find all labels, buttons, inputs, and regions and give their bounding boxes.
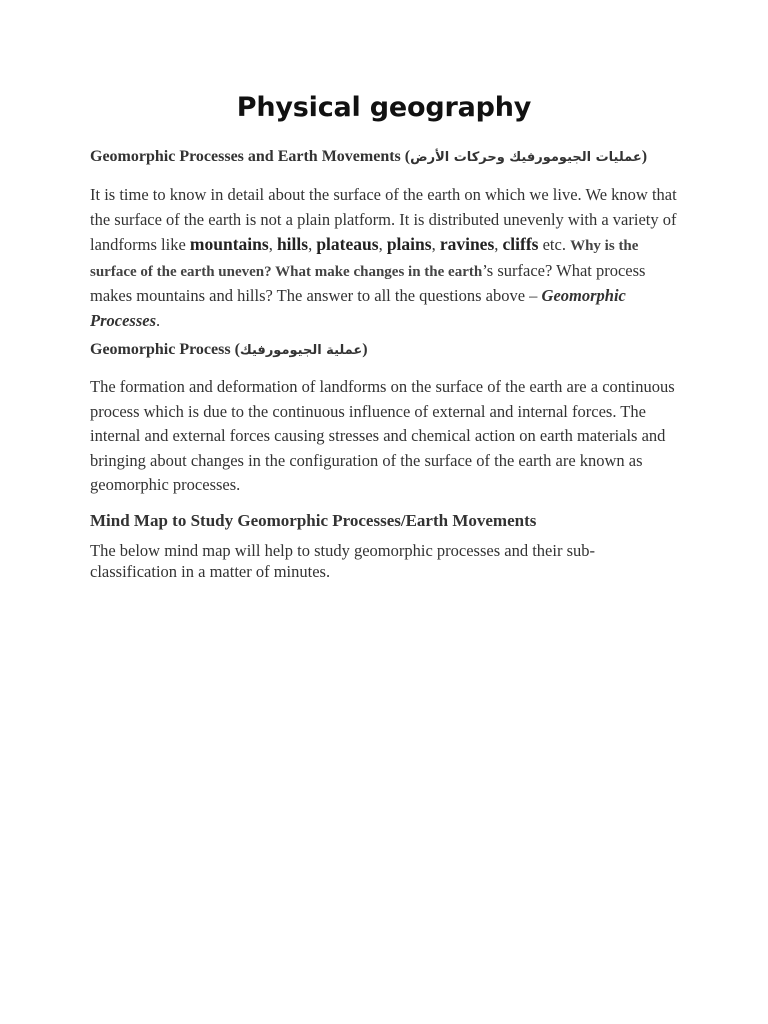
intro-text-4: . [155, 310, 161, 330]
term-hills: hills [276, 234, 309, 254]
section-heading-mind-map: Mind Map to Study Geomorphic Processes/Earth Movements [90, 511, 537, 530]
term-mountains: mountains [189, 234, 269, 254]
intro-text-2: etc. [538, 235, 571, 254]
term-plains: plains [386, 234, 432, 254]
heading-text-en: Geomorphic Processes and Earth Movements [90, 148, 401, 165]
intro-paragraph: It is time to know in detail about the surface of the earth on which we live. We know that the surface of the earth is not a plain platform. It is distributed unevenly with a variety of landforms like mountains, hills, plateaus, plains, ravines, cliffs etc. Why is the surface of the earth uneven? What make changes in the earth’s surface? What process makes mountains and hills? The answer to all the questions above – Geomorphic Processes. [90, 185, 677, 330]
section-heading-geomorphic-process: Geomorphic Process (عملية الجيومورفيك) [90, 341, 368, 358]
process-paragraph: The formation and deformation of landforms on the surface of the earth are a continuous process which is due to the continuous influence of external and internal forces. The internal and external forces causing stresses and chemical action on earth materials and bringing about changes in the configuration of the surface of the earth are known as geomorphic processes. [90, 377, 675, 494]
heading-text-en: Geomorphic Process [90, 341, 231, 358]
term-plateaus: plateaus [316, 234, 379, 254]
mind-map-paragraph: The below mind map will help to study geomorphic processes and their sub-classification in a matter of minutes. [90, 541, 595, 581]
heading-text-ar: عمليات الجيومورفيك وحركات الأرض [410, 150, 642, 165]
section-heading-earth-movements: Geomorphic Processes and Earth Movements (عمليات الجيومورفيك وحركات الأرض) [90, 148, 648, 165]
term-cliffs: cliffs [502, 234, 539, 254]
intro-answer: Geomorphic Processes [90, 286, 626, 330]
term-ravines: ravines [439, 234, 495, 254]
intro-text-1: It is time to know in detail about the surface of the earth on which we live. We know that the surface of the earth is not a plain platform. It is distributed unevenly with a variety of landforms like [90, 185, 677, 254]
heading-text-ar: عملية الجيومورفيك [239, 343, 363, 358]
intro-question: Why is the surface of the earth uneven? What make changes in the earth [90, 238, 639, 280]
page-title: Physical geography [236, 92, 532, 123]
intro-text-3: ’s surface? What process makes mountains and hills? The answer to all the questions above – [90, 260, 646, 305]
